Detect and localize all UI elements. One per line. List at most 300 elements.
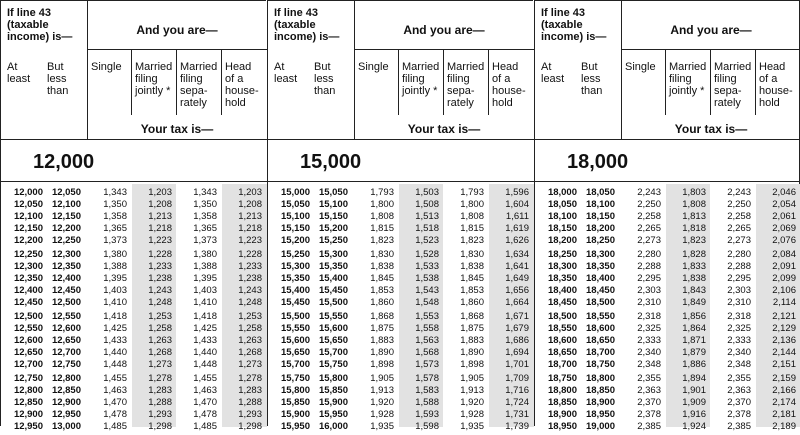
single-header: Single bbox=[91, 61, 122, 73]
at-least-cell: 18,650 bbox=[547, 347, 577, 358]
single-tax-cell: 1,845 bbox=[370, 273, 394, 284]
panel-header bbox=[1, 1, 266, 139]
but-less-than-cell: 18,700 bbox=[585, 347, 615, 358]
married-separately-cell: 2,378 bbox=[727, 409, 751, 420]
married-separately-cell: 1,920 bbox=[460, 397, 484, 408]
table-row bbox=[535, 297, 799, 309]
head-of-household-cell: 2,084 bbox=[772, 249, 796, 260]
but-less-than-cell: 18,350 bbox=[585, 261, 615, 272]
but-less-than-cell: 12,850 bbox=[51, 385, 81, 396]
single-tax-cell: 2,363 bbox=[637, 385, 661, 396]
table-row bbox=[1, 397, 266, 409]
married-jointly-cell: 1,548 bbox=[415, 297, 439, 308]
if-line-label: If line 43 (taxable income) is— bbox=[274, 7, 340, 43]
married-jointly-cell: 1,823 bbox=[682, 235, 706, 246]
single-tax-cell: 2,243 bbox=[637, 187, 661, 198]
at-least-header: At least bbox=[541, 61, 565, 85]
married-separately-cell: 1,890 bbox=[460, 347, 484, 358]
at-least-cell: 18,900 bbox=[547, 409, 577, 420]
table-row bbox=[535, 397, 799, 409]
tax-rows bbox=[268, 187, 533, 435]
married-separately-cell: 2,265 bbox=[727, 223, 751, 234]
panel-title: 12,000 bbox=[33, 151, 95, 173]
table-row bbox=[268, 385, 533, 397]
head-of-household-cell: 1,273 bbox=[238, 359, 262, 370]
married-separately-cell: 1,485 bbox=[193, 421, 217, 432]
married-separately-cell: 2,340 bbox=[727, 347, 751, 358]
married-jointly-cell: 1,553 bbox=[415, 311, 439, 322]
married-jointly-cell: 1,856 bbox=[682, 311, 706, 322]
table-row bbox=[268, 397, 533, 409]
married-jointly-header: Married filing jointly * bbox=[402, 61, 440, 97]
table-row bbox=[535, 311, 799, 323]
married-jointly-cell: 1,813 bbox=[682, 211, 706, 222]
table-row bbox=[535, 359, 799, 371]
at-least-cell: 12,500 bbox=[13, 311, 43, 322]
single-tax-cell: 1,448 bbox=[103, 359, 127, 370]
head-of-household-cell: 1,611 bbox=[505, 211, 529, 222]
single-tax-cell: 1,478 bbox=[103, 409, 127, 420]
married-separately-cell: 2,273 bbox=[727, 235, 751, 246]
head-of-household-cell: 2,054 bbox=[772, 199, 796, 210]
head-of-household-cell: 2,046 bbox=[772, 187, 796, 198]
at-least-cell: 18,000 bbox=[547, 187, 577, 198]
single-tax-cell: 2,385 bbox=[637, 421, 661, 432]
table-row bbox=[535, 409, 799, 421]
but-less-than-cell: 15,500 bbox=[318, 297, 348, 308]
and-you-are-label: And you are— bbox=[670, 23, 752, 37]
head-of-household-cell: 2,189 bbox=[772, 421, 796, 432]
table-row bbox=[535, 261, 799, 273]
table-row bbox=[1, 285, 266, 297]
but-less-than-cell: 18,800 bbox=[585, 373, 615, 384]
at-least-cell: 12,800 bbox=[13, 385, 43, 396]
single-tax-cell: 2,378 bbox=[637, 409, 661, 420]
head-of-household-cell: 1,203 bbox=[238, 187, 262, 198]
but-less-than-cell: 18,150 bbox=[585, 211, 615, 222]
at-least-cell: 18,250 bbox=[547, 249, 577, 260]
married-jointly-cell: 1,278 bbox=[148, 373, 172, 384]
table-row bbox=[1, 297, 266, 309]
head-of-household-cell: 2,076 bbox=[772, 235, 796, 246]
head-of-household-cell: 1,694 bbox=[505, 347, 529, 358]
head-of-household-cell: 1,649 bbox=[505, 273, 529, 284]
single-tax-cell: 1,913 bbox=[370, 385, 394, 396]
head-of-household-cell: 2,159 bbox=[772, 373, 796, 384]
head-of-household-cell: 1,263 bbox=[238, 335, 262, 346]
married-jointly-cell: 1,203 bbox=[148, 187, 172, 198]
married-separately-cell: 1,448 bbox=[193, 359, 217, 370]
head-of-household-cell: 1,641 bbox=[505, 261, 529, 272]
married-separately-cell: 1,455 bbox=[193, 373, 217, 384]
married-jointly-cell: 1,901 bbox=[682, 385, 706, 396]
married-separately-cell: 1,343 bbox=[193, 187, 217, 198]
married-jointly-cell: 1,523 bbox=[415, 235, 439, 246]
at-least-cell: 15,300 bbox=[280, 261, 310, 272]
head-of-household-cell: 1,213 bbox=[238, 211, 262, 222]
single-tax-cell: 2,288 bbox=[637, 261, 661, 272]
head-of-household-cell: 1,243 bbox=[238, 285, 262, 296]
married-separately-cell: 1,898 bbox=[460, 359, 484, 370]
married-jointly-cell: 1,513 bbox=[415, 211, 439, 222]
table-row bbox=[1, 385, 266, 397]
single-tax-cell: 1,418 bbox=[103, 311, 127, 322]
at-least-cell: 15,050 bbox=[280, 199, 310, 210]
and-you-are-label: And you are— bbox=[403, 23, 485, 37]
married-jointly-cell: 1,818 bbox=[682, 223, 706, 234]
table-row bbox=[268, 311, 533, 323]
but-less-than-cell: 18,550 bbox=[585, 311, 615, 322]
married-separately-cell: 2,348 bbox=[727, 359, 751, 370]
your-tax-is-label: Your tax is— bbox=[674, 122, 748, 136]
tax-table-panel-12000 bbox=[0, 0, 266, 432]
if-line-label: If line 43 (taxable income) is— bbox=[7, 7, 73, 43]
married-jointly-cell: 1,849 bbox=[682, 297, 706, 308]
but-less-than-cell: 15,300 bbox=[318, 249, 348, 260]
married-separately-cell: 1,793 bbox=[460, 187, 484, 198]
married-separately-cell: 1,403 bbox=[193, 285, 217, 296]
single-tax-cell: 1,830 bbox=[370, 249, 394, 260]
but-less-than-cell: 18,750 bbox=[585, 359, 615, 370]
married-jointly-cell: 1,528 bbox=[415, 249, 439, 260]
head-of-household-cell: 1,288 bbox=[238, 397, 262, 408]
single-tax-cell: 2,310 bbox=[637, 297, 661, 308]
at-least-cell: 12,600 bbox=[13, 335, 43, 346]
married-separately-cell: 1,373 bbox=[193, 235, 217, 246]
at-least-cell: 15,700 bbox=[280, 359, 310, 370]
but-less-than-cell: 12,250 bbox=[51, 235, 81, 246]
married-separately-cell: 1,418 bbox=[193, 311, 217, 322]
table-row bbox=[535, 335, 799, 347]
single-tax-cell: 2,303 bbox=[637, 285, 661, 296]
but-less-than-cell: 12,100 bbox=[51, 199, 81, 210]
table-row bbox=[268, 347, 533, 359]
married-jointly-cell: 1,228 bbox=[148, 249, 172, 260]
but-less-than-cell: 15,550 bbox=[318, 311, 348, 322]
but-less-than-cell: 12,750 bbox=[51, 359, 81, 370]
table-row bbox=[268, 373, 533, 385]
single-tax-cell: 1,388 bbox=[103, 261, 127, 272]
table-row bbox=[1, 187, 266, 199]
but-less-than-cell: 15,700 bbox=[318, 347, 348, 358]
married-jointly-cell: 1,213 bbox=[148, 211, 172, 222]
at-least-cell: 15,550 bbox=[280, 323, 310, 334]
single-tax-cell: 1,380 bbox=[103, 249, 127, 260]
single-tax-cell: 1,358 bbox=[103, 211, 127, 222]
single-tax-cell: 2,295 bbox=[637, 273, 661, 284]
table-row bbox=[268, 297, 533, 309]
married-jointly-cell: 1,593 bbox=[415, 409, 439, 420]
but-less-than-cell: 15,450 bbox=[318, 285, 348, 296]
but-less-than-cell: 18,900 bbox=[585, 397, 615, 408]
at-least-cell: 15,800 bbox=[280, 385, 310, 396]
head-of-household-cell: 1,739 bbox=[505, 421, 529, 432]
table-row bbox=[1, 199, 266, 211]
but-less-than-cell: 18,650 bbox=[585, 335, 615, 346]
at-least-cell: 15,500 bbox=[280, 311, 310, 322]
at-least-cell: 18,750 bbox=[547, 373, 577, 384]
table-row bbox=[268, 187, 533, 199]
table-row bbox=[1, 359, 266, 371]
at-least-cell: 15,400 bbox=[280, 285, 310, 296]
table-row bbox=[1, 373, 266, 385]
head-of-household-cell: 1,596 bbox=[505, 187, 529, 198]
married-separately-header: Married filing sepa- rately bbox=[714, 61, 752, 109]
single-tax-cell: 2,348 bbox=[637, 359, 661, 370]
but-less-than-cell: 12,700 bbox=[51, 347, 81, 358]
but-less-than-cell: 15,650 bbox=[318, 335, 348, 346]
head-of-household-cell: 1,298 bbox=[238, 421, 262, 432]
at-least-cell: 12,050 bbox=[13, 199, 43, 210]
table-row bbox=[1, 335, 266, 347]
but-less-than-header: But less than bbox=[47, 61, 69, 97]
head-of-household-cell: 1,218 bbox=[238, 223, 262, 234]
at-least-cell: 15,000 bbox=[280, 187, 310, 198]
table-row bbox=[268, 235, 533, 247]
single-tax-cell: 2,340 bbox=[637, 347, 661, 358]
head-of-household-header: Head of a house- hold bbox=[225, 61, 259, 109]
married-jointly-cell: 1,916 bbox=[682, 409, 706, 420]
married-jointly-cell: 1,293 bbox=[148, 409, 172, 420]
married-jointly-cell: 1,503 bbox=[415, 187, 439, 198]
but-less-than-cell: 13,000 bbox=[51, 421, 81, 432]
married-jointly-cell: 1,558 bbox=[415, 323, 439, 334]
head-of-household-cell: 1,283 bbox=[238, 385, 262, 396]
at-least-cell: 12,200 bbox=[13, 235, 43, 246]
married-separately-cell: 1,350 bbox=[193, 199, 217, 210]
but-less-than-cell: 15,400 bbox=[318, 273, 348, 284]
at-least-cell: 15,100 bbox=[280, 211, 310, 222]
single-tax-cell: 2,250 bbox=[637, 199, 661, 210]
at-least-cell: 18,850 bbox=[547, 397, 577, 408]
head-of-household-cell: 2,129 bbox=[772, 323, 796, 334]
married-jointly-cell: 1,838 bbox=[682, 273, 706, 284]
table-row bbox=[1, 409, 266, 421]
at-least-cell: 18,350 bbox=[547, 273, 577, 284]
head-of-household-cell: 1,278 bbox=[238, 373, 262, 384]
at-least-cell: 18,050 bbox=[547, 199, 577, 210]
married-jointly-cell: 1,909 bbox=[682, 397, 706, 408]
table-row bbox=[535, 235, 799, 247]
table-row bbox=[535, 421, 799, 433]
at-least-cell: 12,100 bbox=[13, 211, 43, 222]
married-jointly-cell: 1,583 bbox=[415, 385, 439, 396]
table-row bbox=[1, 311, 266, 323]
married-separately-cell: 1,440 bbox=[193, 347, 217, 358]
head-of-household-cell: 2,136 bbox=[772, 335, 796, 346]
but-less-than-cell: 18,100 bbox=[585, 199, 615, 210]
single-tax-cell: 1,485 bbox=[103, 421, 127, 432]
married-separately-cell: 2,325 bbox=[727, 323, 751, 334]
table-row bbox=[535, 249, 799, 261]
at-least-cell: 18,300 bbox=[547, 261, 577, 272]
married-jointly-cell: 1,828 bbox=[682, 249, 706, 260]
married-separately-cell: 2,295 bbox=[727, 273, 751, 284]
but-less-than-cell: 12,300 bbox=[51, 249, 81, 260]
at-least-cell: 18,600 bbox=[547, 335, 577, 346]
married-jointly-cell: 1,288 bbox=[148, 397, 172, 408]
married-separately-cell: 2,243 bbox=[727, 187, 751, 198]
panel-title: 18,000 bbox=[567, 151, 629, 173]
tax-table-panel-15000 bbox=[267, 0, 533, 432]
at-least-cell: 12,900 bbox=[13, 409, 43, 420]
single-tax-cell: 1,350 bbox=[103, 199, 127, 210]
married-jointly-cell: 1,871 bbox=[682, 335, 706, 346]
head-of-household-cell: 1,731 bbox=[505, 409, 529, 420]
at-least-cell: 12,650 bbox=[13, 347, 43, 358]
but-less-than-cell: 12,950 bbox=[51, 409, 81, 420]
married-separately-cell: 1,358 bbox=[193, 211, 217, 222]
row-group bbox=[1, 187, 266, 249]
head-of-household-cell: 2,151 bbox=[772, 359, 796, 370]
married-separately-cell: 2,280 bbox=[727, 249, 751, 260]
table-row bbox=[535, 187, 799, 199]
married-separately-cell: 2,303 bbox=[727, 285, 751, 296]
at-least-cell: 18,550 bbox=[547, 323, 577, 334]
at-least-cell: 12,450 bbox=[13, 297, 43, 308]
married-separately-cell: 1,470 bbox=[193, 397, 217, 408]
but-less-than-header: But less than bbox=[581, 61, 603, 97]
at-least-cell: 15,600 bbox=[280, 335, 310, 346]
married-jointly-cell: 1,533 bbox=[415, 261, 439, 272]
single-tax-cell: 1,793 bbox=[370, 187, 394, 198]
single-tax-cell: 2,273 bbox=[637, 235, 661, 246]
married-jointly-cell: 1,833 bbox=[682, 261, 706, 272]
married-jointly-cell: 1,808 bbox=[682, 199, 706, 210]
single-tax-cell: 1,403 bbox=[103, 285, 127, 296]
if-line-label: If line 43 (taxable income) is— bbox=[541, 7, 607, 43]
at-least-cell: 18,500 bbox=[547, 311, 577, 322]
married-separately-cell: 1,853 bbox=[460, 285, 484, 296]
panel-header bbox=[268, 1, 533, 139]
single-tax-cell: 2,318 bbox=[637, 311, 661, 322]
married-jointly-cell: 1,223 bbox=[148, 235, 172, 246]
head-of-household-cell: 1,709 bbox=[505, 373, 529, 384]
but-less-than-cell: 15,950 bbox=[318, 409, 348, 420]
married-separately-cell: 1,913 bbox=[460, 385, 484, 396]
head-of-household-cell: 1,238 bbox=[238, 273, 262, 284]
head-of-household-cell: 1,679 bbox=[505, 323, 529, 334]
at-least-cell: 18,200 bbox=[547, 235, 577, 246]
married-jointly-cell: 1,248 bbox=[148, 297, 172, 308]
single-tax-cell: 1,455 bbox=[103, 373, 127, 384]
single-tax-cell: 1,463 bbox=[103, 385, 127, 396]
table-row bbox=[1, 261, 266, 273]
row-group bbox=[535, 311, 799, 373]
married-separately-cell: 2,288 bbox=[727, 261, 751, 272]
married-separately-cell: 1,883 bbox=[460, 335, 484, 346]
at-least-cell: 15,750 bbox=[280, 373, 310, 384]
table-row bbox=[268, 421, 533, 433]
table-row bbox=[1, 249, 266, 261]
and-you-are-label: And you are— bbox=[136, 23, 218, 37]
table-row bbox=[268, 199, 533, 211]
at-least-cell: 15,850 bbox=[280, 397, 310, 408]
married-jointly-cell: 1,588 bbox=[415, 397, 439, 408]
single-tax-cell: 1,373 bbox=[103, 235, 127, 246]
panel-title: 15,000 bbox=[300, 151, 362, 173]
married-separately-cell: 1,463 bbox=[193, 385, 217, 396]
table-row bbox=[1, 211, 266, 223]
head-of-household-cell: 2,106 bbox=[772, 285, 796, 296]
row-group bbox=[1, 311, 266, 373]
but-less-than-cell: 18,050 bbox=[585, 187, 615, 198]
married-separately-cell: 1,928 bbox=[460, 409, 484, 420]
married-separately-cell: 1,380 bbox=[193, 249, 217, 260]
married-separately-cell: 2,385 bbox=[727, 421, 751, 432]
married-separately-cell: 1,365 bbox=[193, 223, 217, 234]
married-separately-cell: 2,318 bbox=[727, 311, 751, 322]
at-least-cell: 18,450 bbox=[547, 297, 577, 308]
married-separately-header: Married filing sepa- rately bbox=[180, 61, 218, 109]
single-tax-cell: 1,470 bbox=[103, 397, 127, 408]
head-of-household-cell: 1,701 bbox=[505, 359, 529, 370]
married-separately-cell: 1,808 bbox=[460, 211, 484, 222]
at-least-cell: 12,550 bbox=[13, 323, 43, 334]
married-separately-cell: 1,838 bbox=[460, 261, 484, 272]
married-jointly-cell: 1,283 bbox=[148, 385, 172, 396]
table-row bbox=[268, 273, 533, 285]
at-least-cell: 12,000 bbox=[13, 187, 43, 198]
at-least-cell: 15,250 bbox=[280, 249, 310, 260]
single-tax-cell: 1,800 bbox=[370, 199, 394, 210]
at-least-header: At least bbox=[7, 61, 31, 85]
married-jointly-cell: 1,543 bbox=[415, 285, 439, 296]
head-of-household-cell: 1,208 bbox=[238, 199, 262, 210]
head-of-household-cell: 1,686 bbox=[505, 335, 529, 346]
table-row bbox=[268, 211, 533, 223]
at-least-cell: 15,900 bbox=[280, 409, 310, 420]
head-of-household-cell: 1,258 bbox=[238, 323, 262, 334]
table-row bbox=[1, 223, 266, 235]
at-least-cell: 12,950 bbox=[13, 421, 43, 432]
head-of-household-cell: 2,181 bbox=[772, 409, 796, 420]
row-group bbox=[268, 249, 533, 311]
married-jointly-cell: 1,253 bbox=[148, 311, 172, 322]
row-group bbox=[268, 311, 533, 373]
table-row bbox=[268, 335, 533, 347]
at-least-cell: 15,200 bbox=[280, 235, 310, 246]
at-least-cell: 12,750 bbox=[13, 373, 43, 384]
single-tax-cell: 1,343 bbox=[103, 187, 127, 198]
married-separately-cell: 1,410 bbox=[193, 297, 217, 308]
but-less-than-cell: 18,400 bbox=[585, 273, 615, 284]
single-tax-cell: 1,853 bbox=[370, 285, 394, 296]
table-row bbox=[535, 273, 799, 285]
at-least-cell: 18,150 bbox=[547, 223, 577, 234]
married-jointly-cell: 1,263 bbox=[148, 335, 172, 346]
married-separately-cell: 1,478 bbox=[193, 409, 217, 420]
but-less-than-cell: 16,000 bbox=[318, 421, 348, 432]
but-less-than-cell: 15,800 bbox=[318, 373, 348, 384]
head-of-household-cell: 1,664 bbox=[505, 297, 529, 308]
at-least-cell: 12,250 bbox=[13, 249, 43, 260]
married-jointly-cell: 1,218 bbox=[148, 223, 172, 234]
single-tax-cell: 1,898 bbox=[370, 359, 394, 370]
married-jointly-cell: 1,886 bbox=[682, 359, 706, 370]
married-separately-cell: 2,333 bbox=[727, 335, 751, 346]
head-of-household-cell: 2,061 bbox=[772, 211, 796, 222]
married-separately-cell: 1,875 bbox=[460, 323, 484, 334]
head-of-household-cell: 2,174 bbox=[772, 397, 796, 408]
but-less-than-cell: 12,800 bbox=[51, 373, 81, 384]
single-tax-cell: 1,928 bbox=[370, 409, 394, 420]
but-less-than-cell: 15,850 bbox=[318, 385, 348, 396]
married-separately-cell: 1,425 bbox=[193, 323, 217, 334]
married-jointly-cell: 1,258 bbox=[148, 323, 172, 334]
married-jointly-cell: 1,538 bbox=[415, 273, 439, 284]
at-least-cell: 12,700 bbox=[13, 359, 43, 370]
